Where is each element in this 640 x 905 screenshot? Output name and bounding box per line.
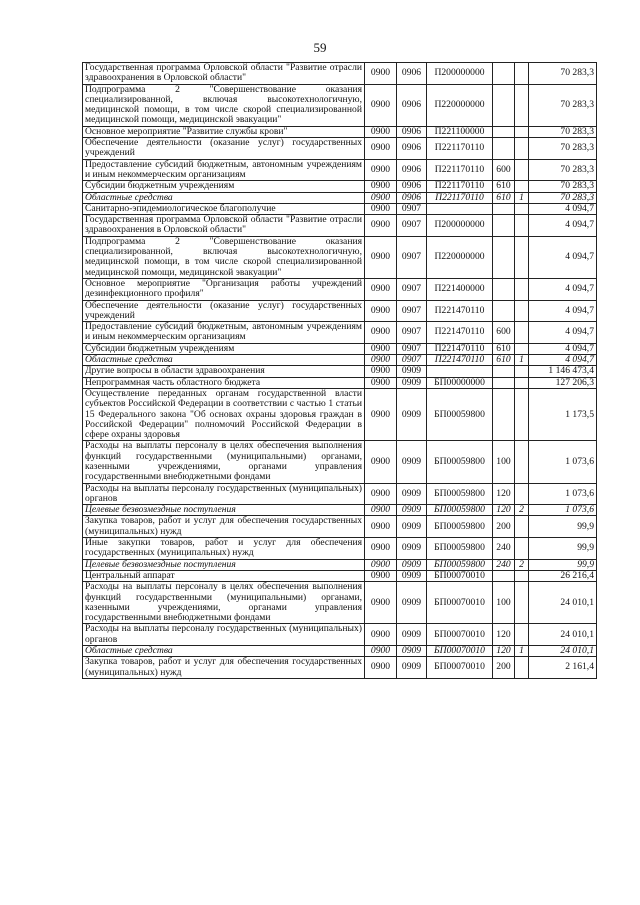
cell-funding-source	[515, 278, 529, 300]
cell-target-article: БП00059800	[427, 388, 493, 440]
cell-target-article: П221170110	[427, 192, 493, 203]
cell-target-article: БП00059800	[427, 538, 493, 560]
cell-target-article: П221470110	[427, 343, 493, 354]
table-row	[83, 657, 597, 679]
cell-name: Непрограммная часть областного бюджета	[83, 377, 365, 388]
cell-name: Санитарно-эпидемиологическое благополучие	[83, 203, 365, 214]
cell-funding-source	[515, 63, 529, 85]
cell-expense-type: 120	[493, 646, 515, 657]
cell-department-code: 0900	[365, 203, 397, 214]
cell-name: Иные закупки товаров, работ и услуг для обеспечения государственных (муниципальных) нужд	[83, 538, 365, 560]
cell-department-code: 0900	[365, 322, 397, 344]
cell-section-code: 0909	[397, 441, 427, 483]
cell-funding-source: 1	[515, 355, 529, 366]
cell-name: Субсидии бюджетным учреждениям	[83, 343, 365, 354]
cell-funding-source: 1	[515, 646, 529, 657]
cell-name: Закупка товаров, работ и услуг для обеспечения государственных (муниципальных) нужд	[83, 657, 365, 679]
cell-department-code: 0900	[365, 159, 397, 181]
cell-name: Обеспечение деятельности (оказание услуг) государственных учреждений	[83, 300, 365, 322]
page-number: 59	[313, 40, 327, 55]
cell-amount: 24 010,1	[529, 624, 597, 646]
table-row	[83, 278, 597, 300]
table-row	[83, 582, 597, 624]
cell-department-code: 0900	[365, 624, 397, 646]
cell-target-article: БП00059800	[427, 516, 493, 538]
cell-expense-type: 200	[493, 516, 515, 538]
cell-funding-source	[515, 657, 529, 679]
cell-section-code: 0906	[397, 138, 427, 160]
cell-funding-source	[515, 441, 529, 483]
cell-department-code: 0900	[365, 236, 397, 278]
cell-amount: 70 283,3	[529, 159, 597, 181]
cell-expense-type: 240	[493, 559, 515, 570]
cell-expense-type	[493, 215, 515, 237]
cell-department-code: 0900	[365, 192, 397, 203]
cell-section-code: 0907	[397, 300, 427, 322]
cell-funding-source: 2	[515, 559, 529, 570]
cell-section-code: 0906	[397, 181, 427, 192]
cell-funding-source	[515, 181, 529, 192]
cell-section-code: 0907	[397, 203, 427, 214]
cell-section-code: 0909	[397, 624, 427, 646]
cell-department-code: 0900	[365, 343, 397, 354]
cell-expense-type	[493, 570, 515, 581]
cell-amount: 70 283,3	[529, 126, 597, 137]
cell-expense-type: 200	[493, 657, 515, 679]
cell-amount: 99,9	[529, 538, 597, 560]
cell-funding-source	[515, 388, 529, 440]
cell-expense-type: 100	[493, 582, 515, 624]
cell-funding-source	[515, 538, 529, 560]
cell-funding-source	[515, 377, 529, 388]
cell-amount: 26 216,4	[529, 570, 597, 581]
cell-funding-source	[515, 215, 529, 237]
table-row	[83, 343, 597, 354]
cell-target-article: П221170110	[427, 138, 493, 160]
cell-expense-type: 610	[493, 355, 515, 366]
cell-expense-type: 120	[493, 505, 515, 516]
cell-expense-type: 120	[493, 483, 515, 505]
cell-name: Субсидии бюджетным учреждениям	[83, 181, 365, 192]
cell-department-code: 0900	[365, 538, 397, 560]
cell-section-code: 0909	[397, 646, 427, 657]
cell-target-article: П221170110	[427, 159, 493, 181]
cell-amount: 4 094,7	[529, 343, 597, 354]
cell-funding-source	[515, 159, 529, 181]
table-row	[83, 84, 597, 126]
cell-target-article: БП00070010	[427, 646, 493, 657]
cell-expense-type	[493, 236, 515, 278]
cell-name: Предоставление субсидий бюджетным, автономным учреждениям и иным некоммерческим организациям	[83, 159, 365, 181]
cell-section-code: 0909	[397, 505, 427, 516]
cell-section-code: 0909	[397, 366, 427, 377]
cell-section-code: 0909	[397, 483, 427, 505]
cell-amount: 70 283,3	[529, 181, 597, 192]
cell-section-code: 0909	[397, 559, 427, 570]
cell-section-code: 0906	[397, 192, 427, 203]
cell-funding-source	[515, 343, 529, 354]
cell-section-code: 0909	[397, 388, 427, 440]
cell-department-code: 0900	[365, 377, 397, 388]
table-row	[83, 203, 597, 214]
cell-department-code: 0900	[365, 570, 397, 581]
cell-name: Областные средства	[83, 355, 365, 366]
cell-department-code: 0900	[365, 657, 397, 679]
table-row	[83, 159, 597, 181]
cell-expense-type	[493, 126, 515, 137]
cell-amount: 1 173,5	[529, 388, 597, 440]
cell-target-article: П220000000	[427, 84, 493, 126]
cell-section-code: 0909	[397, 377, 427, 388]
cell-target-article: П221470110	[427, 355, 493, 366]
cell-expense-type	[493, 138, 515, 160]
cell-target-article: БП00070010	[427, 657, 493, 679]
cell-amount: 99,9	[529, 516, 597, 538]
cell-name: Расходы на выплаты персоналу государственных (муниципальных) органов	[83, 624, 365, 646]
cell-amount: 24 010,1	[529, 582, 597, 624]
cell-name: Предоставление субсидий бюджетным, автономным учреждениям и иным некоммерческим организациям	[83, 322, 365, 344]
cell-name: Государственная программа Орловской области "Развитие отрасли здравоохранения в Орловской области"	[83, 215, 365, 237]
table-row	[83, 355, 597, 366]
cell-funding-source: 2	[515, 505, 529, 516]
cell-target-article	[427, 203, 493, 214]
table-row	[83, 63, 597, 85]
cell-amount: 4 094,7	[529, 322, 597, 344]
cell-department-code: 0900	[365, 516, 397, 538]
cell-section-code: 0909	[397, 516, 427, 538]
cell-expense-type	[493, 84, 515, 126]
cell-amount: 4 094,7	[529, 203, 597, 214]
table-row	[83, 646, 597, 657]
cell-name: Областные средства	[83, 192, 365, 203]
cell-section-code: 0909	[397, 538, 427, 560]
cell-name: Подпрограмма 2 "Совершенствование оказания специализированной, включая высокотехнологичную, медицинской помощи, в том числе скорой специализированной медицинской помощи, медицинской эвакуации"	[83, 236, 365, 278]
cell-department-code: 0900	[365, 483, 397, 505]
table-row	[83, 388, 597, 440]
cell-department-code: 0900	[365, 181, 397, 192]
cell-name: Целевые безвозмездные поступления	[83, 505, 365, 516]
table-row	[83, 322, 597, 344]
cell-name: Расходы на выплаты персоналу государственных (муниципальных) органов	[83, 483, 365, 505]
cell-department-code: 0900	[365, 582, 397, 624]
cell-target-article: БП00059800	[427, 559, 493, 570]
cell-department-code: 0900	[365, 126, 397, 137]
cell-expense-type	[493, 278, 515, 300]
table-row	[83, 483, 597, 505]
table-row	[83, 215, 597, 237]
cell-section-code: 0906	[397, 63, 427, 85]
cell-amount: 4 094,7	[529, 236, 597, 278]
cell-funding-source	[515, 84, 529, 126]
table-row	[83, 138, 597, 160]
table-row	[83, 441, 597, 483]
cell-expense-type: 120	[493, 624, 515, 646]
cell-target-article: БП00070010	[427, 582, 493, 624]
cell-funding-source	[515, 203, 529, 214]
cell-department-code: 0900	[365, 215, 397, 237]
cell-target-article: БП00059800	[427, 505, 493, 516]
cell-expense-type	[493, 300, 515, 322]
cell-department-code: 0900	[365, 505, 397, 516]
cell-target-article	[427, 366, 493, 377]
cell-department-code: 0900	[365, 355, 397, 366]
cell-funding-source	[515, 516, 529, 538]
cell-amount: 2 161,4	[529, 657, 597, 679]
cell-amount: 127 206,3	[529, 377, 597, 388]
table-row	[83, 570, 597, 581]
cell-name: Расходы на выплаты персоналу в целях обеспечения выполнения функций государственными (муниципальными) органами, казенными учреждениями, органами управления государственными внебюджетными фондами	[83, 582, 365, 624]
table-row	[83, 126, 597, 137]
table-row	[83, 538, 597, 560]
cell-amount: 70 283,3	[529, 192, 597, 203]
cell-department-code: 0900	[365, 388, 397, 440]
cell-section-code: 0907	[397, 322, 427, 344]
cell-name: Основное мероприятие "Организация работы учреждений дезинфекционного профиля"	[83, 278, 365, 300]
cell-target-article: П221400000	[427, 278, 493, 300]
cell-funding-source: 1	[515, 192, 529, 203]
cell-expense-type: 610	[493, 192, 515, 203]
cell-name: Осуществление переданных органам государственной власти субъектов Российской Федерации в соответствии с частью 1 статьи 15 Федерального закона "Об основах охраны здоровья граждан в Российской Федерации" полномочий Российской Федерации в сфере охраны здоровья	[83, 388, 365, 440]
cell-funding-source	[515, 300, 529, 322]
cell-funding-source	[515, 126, 529, 137]
cell-amount: 4 094,7	[529, 278, 597, 300]
cell-department-code: 0900	[365, 646, 397, 657]
cell-amount: 4 094,7	[529, 300, 597, 322]
cell-amount: 4 094,7	[529, 355, 597, 366]
cell-funding-source	[515, 366, 529, 377]
table-row	[83, 516, 597, 538]
cell-target-article: П200000000	[427, 215, 493, 237]
budget-table-body	[83, 63, 597, 679]
cell-section-code: 0907	[397, 343, 427, 354]
cell-amount: 24 010,1	[529, 646, 597, 657]
cell-amount: 70 283,3	[529, 63, 597, 85]
cell-section-code: 0909	[397, 582, 427, 624]
cell-expense-type: 600	[493, 159, 515, 181]
cell-funding-source	[515, 138, 529, 160]
cell-target-article: БП00059800	[427, 483, 493, 505]
cell-name: Подпрограмма 2 "Совершенствование оказания специализированной, включая высокотехнологичную, медицинской помощи, в том числе скорой специализированной медицинской помощи, медицинской эвакуации"	[83, 84, 365, 126]
cell-amount: 1 073,6	[529, 441, 597, 483]
table-row	[83, 559, 597, 570]
cell-department-code: 0900	[365, 84, 397, 126]
cell-funding-source	[515, 322, 529, 344]
table-row	[83, 505, 597, 516]
cell-funding-source	[515, 570, 529, 581]
cell-amount: 1 073,6	[529, 505, 597, 516]
cell-target-article: П221100000	[427, 126, 493, 137]
cell-target-article: БП00070010	[427, 624, 493, 646]
cell-section-code: 0906	[397, 84, 427, 126]
table-row	[83, 624, 597, 646]
cell-funding-source	[515, 624, 529, 646]
cell-amount: 4 094,7	[529, 215, 597, 237]
cell-name: Государственная программа Орловской области "Развитие отрасли здравоохранения в Орловской области"	[83, 63, 365, 85]
cell-amount: 99,9	[529, 559, 597, 570]
cell-expense-type	[493, 63, 515, 85]
cell-funding-source	[515, 483, 529, 505]
cell-department-code: 0900	[365, 300, 397, 322]
cell-name: Закупка товаров, работ и услуг для обеспечения государственных (муниципальных) нужд	[83, 516, 365, 538]
table-row	[83, 366, 597, 377]
cell-name: Областные средства	[83, 646, 365, 657]
cell-target-article: П221170110	[427, 181, 493, 192]
budget-table	[82, 62, 597, 679]
cell-section-code: 0907	[397, 278, 427, 300]
cell-expense-type: 100	[493, 441, 515, 483]
cell-department-code: 0900	[365, 441, 397, 483]
cell-name: Другие вопросы в области здравоохранения	[83, 366, 365, 377]
cell-section-code: 0909	[397, 657, 427, 679]
cell-expense-type: 600	[493, 322, 515, 344]
cell-amount: 1 073,6	[529, 483, 597, 505]
cell-amount: 70 283,3	[529, 84, 597, 126]
cell-amount: 1 146 473,4	[529, 366, 597, 377]
cell-section-code: 0907	[397, 355, 427, 366]
cell-department-code: 0900	[365, 138, 397, 160]
cell-section-code: 0909	[397, 570, 427, 581]
table-row	[83, 236, 597, 278]
table-row	[83, 181, 597, 192]
cell-expense-type: 610	[493, 343, 515, 354]
cell-department-code: 0900	[365, 63, 397, 85]
cell-name: Центральный аппарат	[83, 570, 365, 581]
cell-section-code: 0907	[397, 215, 427, 237]
table-row	[83, 300, 597, 322]
cell-expense-type: 610	[493, 181, 515, 192]
cell-target-article: П221470110	[427, 322, 493, 344]
cell-expense-type: 240	[493, 538, 515, 560]
cell-section-code: 0906	[397, 159, 427, 181]
cell-name: Обеспечение деятельности (оказание услуг) государственных учреждений	[83, 138, 365, 160]
cell-target-article: П220000000	[427, 236, 493, 278]
cell-expense-type	[493, 388, 515, 440]
cell-target-article: П221470110	[427, 300, 493, 322]
cell-section-code: 0906	[397, 126, 427, 137]
cell-funding-source	[515, 236, 529, 278]
table-row	[83, 377, 597, 388]
cell-funding-source	[515, 582, 529, 624]
cell-department-code: 0900	[365, 278, 397, 300]
cell-expense-type	[493, 377, 515, 388]
table-row	[83, 192, 597, 203]
cell-name: Расходы на выплаты персоналу в целях обеспечения выполнения функций государственными (муниципальными) органами, казенными учреждениями, органами управления государственными внебюджетными фондами	[83, 441, 365, 483]
cell-target-article: БП00059800	[427, 441, 493, 483]
cell-section-code: 0907	[397, 236, 427, 278]
cell-expense-type	[493, 366, 515, 377]
cell-department-code: 0900	[365, 366, 397, 377]
cell-target-article: БП00000000	[427, 377, 493, 388]
cell-expense-type	[493, 203, 515, 214]
cell-target-article: П200000000	[427, 63, 493, 85]
cell-amount: 70 283,3	[529, 138, 597, 160]
cell-department-code: 0900	[365, 559, 397, 570]
cell-name: Целевые безвозмездные поступления	[83, 559, 365, 570]
cell-name: Основное мероприятие "Развитие службы крови"	[83, 126, 365, 137]
cell-target-article: БП00070010	[427, 570, 493, 581]
